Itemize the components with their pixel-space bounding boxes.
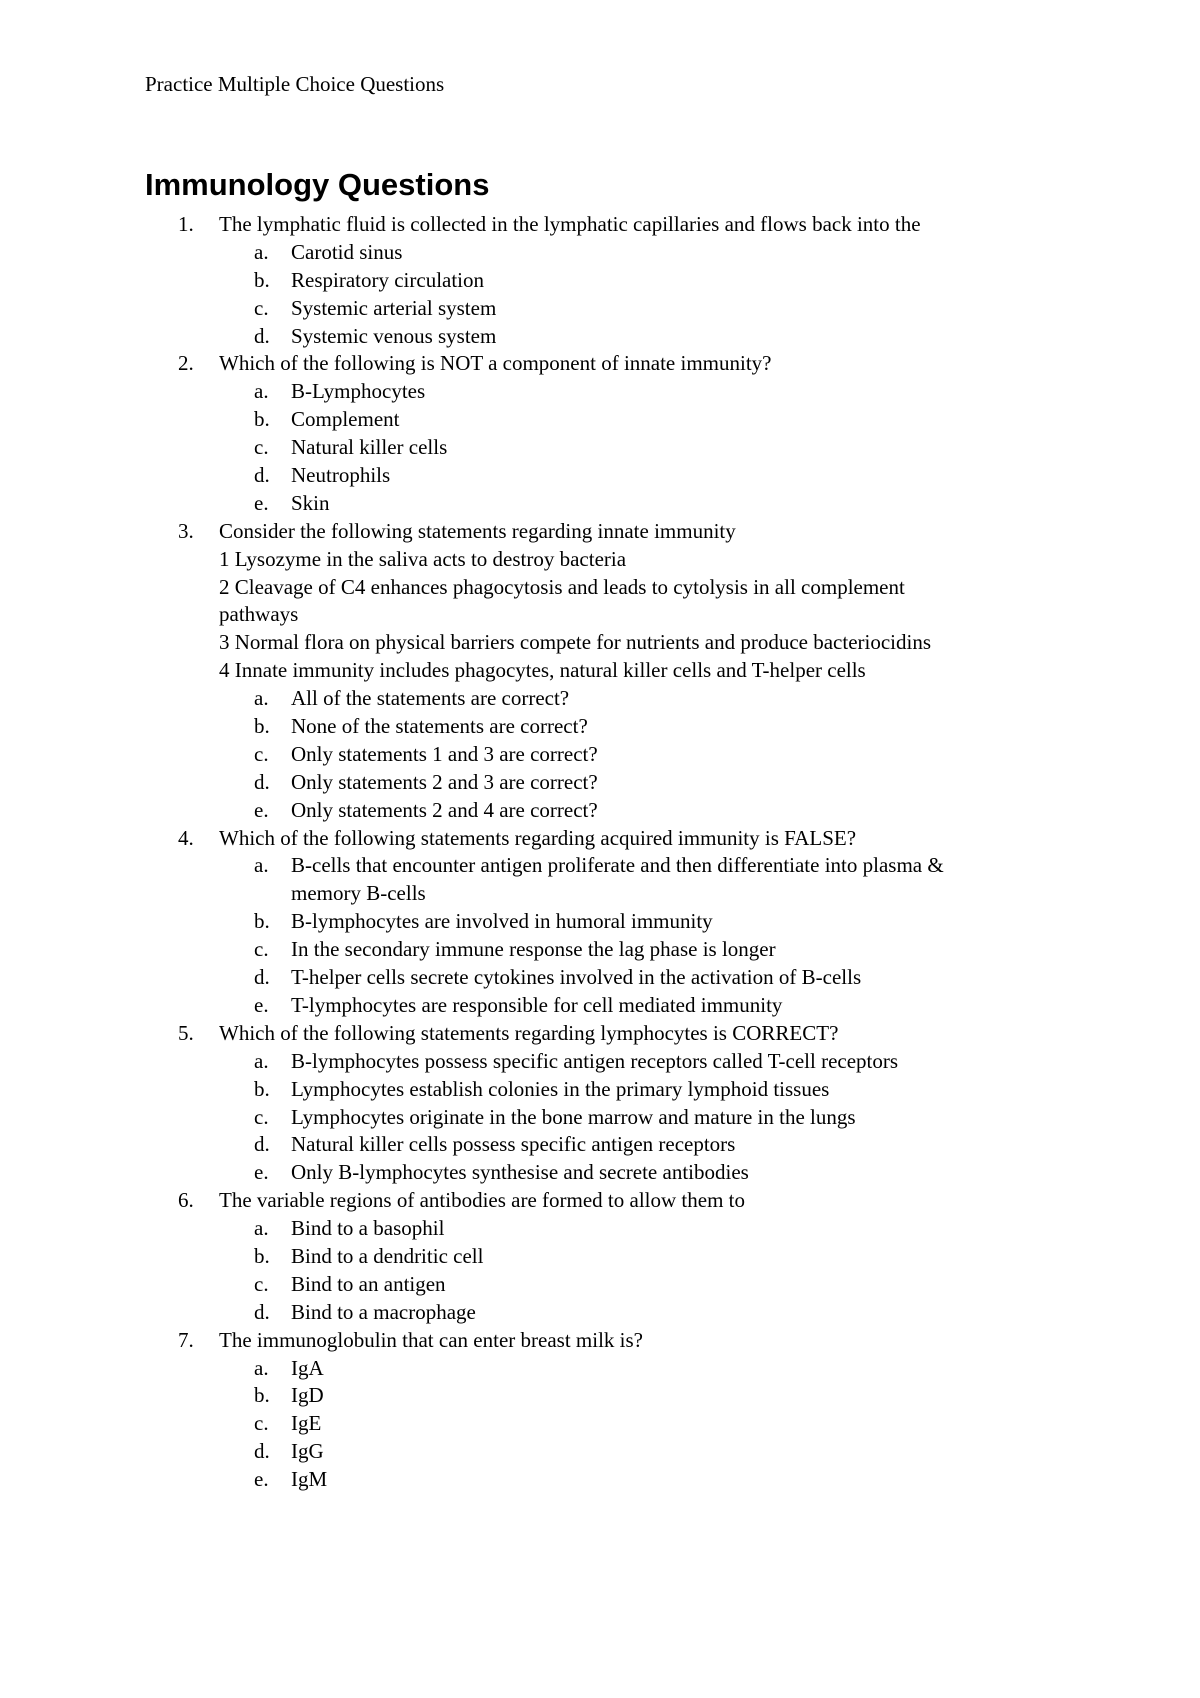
option-text: Only B-lymphocytes synthesise and secrete antibodies (291, 1160, 749, 1185)
option-line (0, 1438, 1200, 1466)
option-text: B-cells that encounter antigen proliferate and then differentiate into plasma & (291, 853, 944, 878)
option-letter: b. (254, 1383, 270, 1408)
statement-text: 4 Innate immunity includes phagocytes, natural killer cells and T-helper cells (219, 658, 866, 683)
option-letter: a. (254, 239, 269, 264)
option-letter: d. (254, 463, 270, 488)
option-letter: b. (254, 909, 270, 934)
option-line (0, 1355, 1200, 1383)
option-line (0, 1048, 1200, 1076)
question-line (0, 211, 1200, 239)
question-text: The variable regions of antibodies are formed to allow them to (219, 1188, 745, 1213)
option-letter: a. (254, 686, 269, 711)
option-text: In the secondary immune response the lag phase is longer (291, 937, 776, 962)
question-number: 1. (178, 212, 194, 236)
option-text: Natural killer cells possess specific antigen receptors (291, 1132, 736, 1157)
option-letter: b. (254, 714, 270, 739)
option-line (0, 239, 1200, 267)
question-number: 6. (178, 1188, 194, 1213)
option-letter: c. (254, 1411, 269, 1436)
option-text: IgM (291, 1467, 328, 1492)
statement-line (0, 629, 1200, 657)
option-letter: c. (254, 937, 269, 962)
option-line (0, 1131, 1200, 1159)
option-text: IgE (291, 1411, 322, 1436)
option-line (0, 880, 1200, 908)
option-text: Natural killer cells (291, 435, 448, 460)
option-text: T-helper cells secrete cytokines involved in the activation of B-cells (291, 965, 862, 990)
question-number: 5. (178, 1020, 194, 1045)
option-text: Skin (291, 490, 330, 515)
option-line (0, 490, 1200, 518)
question-text: The lymphatic fluid is collected in the lymphatic capillaries and flows back into the (219, 212, 921, 236)
option-letter: d. (254, 965, 270, 990)
option-line (0, 406, 1200, 434)
option-text: IgD (291, 1383, 324, 1408)
option-letter: a. (254, 379, 269, 404)
option-text: Complement (291, 407, 400, 432)
option-text: T-lymphocytes are responsible for cell mediated immunity (291, 992, 783, 1017)
option-line (0, 852, 1200, 880)
option-line (0, 1271, 1200, 1299)
option-text: Bind to a dendritic cell (291, 1243, 484, 1268)
option-text: Respiratory circulation (291, 267, 485, 292)
statement-text: 2 Cleavage of C4 enhances phagocytosis and leads to cytolysis in all complement (219, 574, 905, 599)
option-letter: b. (254, 267, 270, 292)
option-text: All of the statements are correct? (291, 686, 570, 711)
option-text: Bind to a basophil (291, 1216, 445, 1241)
option-letter: d. (254, 769, 270, 794)
option-line (0, 797, 1200, 825)
option-line (0, 936, 1200, 964)
question-text: Which of the following is NOT a component of innate immunity? (219, 351, 772, 376)
option-letter: c. (254, 1271, 269, 1296)
option-letter: d. (254, 1439, 270, 1464)
option-line (0, 1382, 1200, 1410)
option-text: Lymphocytes originate in the bone marrow and mature in the lungs (291, 1104, 856, 1129)
statement-text: 3 Normal flora on physical barriers compete for nutrients and produce bacteriocidins (219, 630, 932, 655)
question-text: Which of the following statements regarding lymphocytes is CORRECT? (219, 1020, 839, 1045)
option-line (0, 908, 1200, 936)
option-line (0, 462, 1200, 490)
question-line (0, 1327, 1200, 1355)
option-letter: b. (254, 1076, 270, 1101)
option-line (0, 1159, 1200, 1187)
statement-line (0, 546, 1200, 574)
statement-line (0, 574, 1200, 602)
option-text: B-lymphocytes are involved in humoral immunity (291, 909, 713, 934)
option-text: Only statements 2 and 3 are correct? (291, 769, 598, 794)
question-line (0, 1187, 1200, 1215)
question-line (0, 1020, 1200, 1048)
option-line (0, 713, 1200, 741)
option-letter: e. (254, 797, 269, 822)
statement-text: pathways (219, 602, 299, 627)
question-line (0, 518, 1200, 546)
option-text: IgA (291, 1355, 324, 1380)
option-line (0, 1299, 1200, 1327)
option-text: Systemic arterial system (291, 295, 497, 320)
option-letter: e. (254, 1467, 269, 1492)
option-letter: b. (254, 1243, 270, 1268)
option-line (0, 769, 1200, 797)
option-text: IgG (291, 1439, 324, 1464)
question-number: 7. (178, 1327, 194, 1352)
option-letter: a. (254, 1216, 269, 1241)
question-number: 2. (178, 351, 194, 376)
option-letter: c. (254, 741, 269, 766)
option-line (0, 992, 1200, 1020)
question-text: Which of the following statements regarding acquired immunity is FALSE? (219, 825, 857, 850)
question-line (0, 825, 1200, 853)
option-letter: e. (254, 992, 269, 1017)
option-letter: c. (254, 1104, 269, 1129)
page-header: Practice Multiple Choice Questions (145, 72, 445, 96)
option-text: Systemic venous system (291, 323, 497, 348)
option-line (0, 1410, 1200, 1438)
option-line (0, 323, 1200, 351)
option-text: B-lymphocytes possess specific antigen receptors called T-cell receptors (291, 1048, 899, 1073)
option-line (0, 964, 1200, 992)
option-text: None of the statements are correct? (291, 714, 588, 739)
option-text: Only statements 2 and 4 are correct? (291, 797, 598, 822)
option-line (0, 267, 1200, 295)
option-line (0, 685, 1200, 713)
option-letter: a. (254, 1355, 269, 1380)
option-text: memory B-cells (291, 881, 426, 906)
option-letter: e. (254, 490, 269, 515)
option-letter: d. (254, 323, 270, 348)
option-text: Bind to an antigen (291, 1271, 446, 1296)
option-letter: d. (254, 1299, 270, 1324)
question-number: 4. (178, 825, 194, 850)
option-text: Carotid sinus (291, 239, 403, 264)
option-text: Only statements 1 and 3 are correct? (291, 741, 598, 766)
option-line (0, 434, 1200, 462)
page-title: Immunology Questions (145, 167, 490, 202)
option-letter: b. (254, 407, 270, 432)
option-line (0, 1243, 1200, 1271)
option-letter: c. (254, 435, 269, 460)
option-line (0, 1215, 1200, 1243)
option-line (0, 378, 1200, 406)
question-number: 3. (178, 518, 194, 543)
option-text: B-Lymphocytes (291, 379, 426, 404)
question-list (0, 211, 1200, 1494)
option-text: Bind to a macrophage (291, 1299, 476, 1324)
statement-line (0, 657, 1200, 685)
option-text: Lymphocytes establish colonies in the primary lymphoid tissues (291, 1076, 830, 1101)
option-letter: e. (254, 1160, 269, 1185)
question-line (0, 350, 1200, 378)
option-line (0, 295, 1200, 323)
option-text: Neutrophils (291, 463, 391, 488)
statement-text: 1 Lysozyme in the saliva acts to destroy bacteria (219, 546, 627, 571)
option-line (0, 1104, 1200, 1132)
option-letter: a. (254, 853, 269, 878)
option-line (0, 741, 1200, 769)
question-text: The immunoglobulin that can enter breast milk is? (219, 1327, 643, 1352)
question-text: Consider the following statements regarding innate immunity (219, 518, 736, 543)
option-letter: a. (254, 1048, 269, 1073)
option-line (0, 1466, 1200, 1494)
statement-line (0, 601, 1200, 629)
option-letter: d. (254, 1132, 270, 1157)
option-line (0, 1076, 1200, 1104)
option-letter: c. (254, 295, 269, 320)
